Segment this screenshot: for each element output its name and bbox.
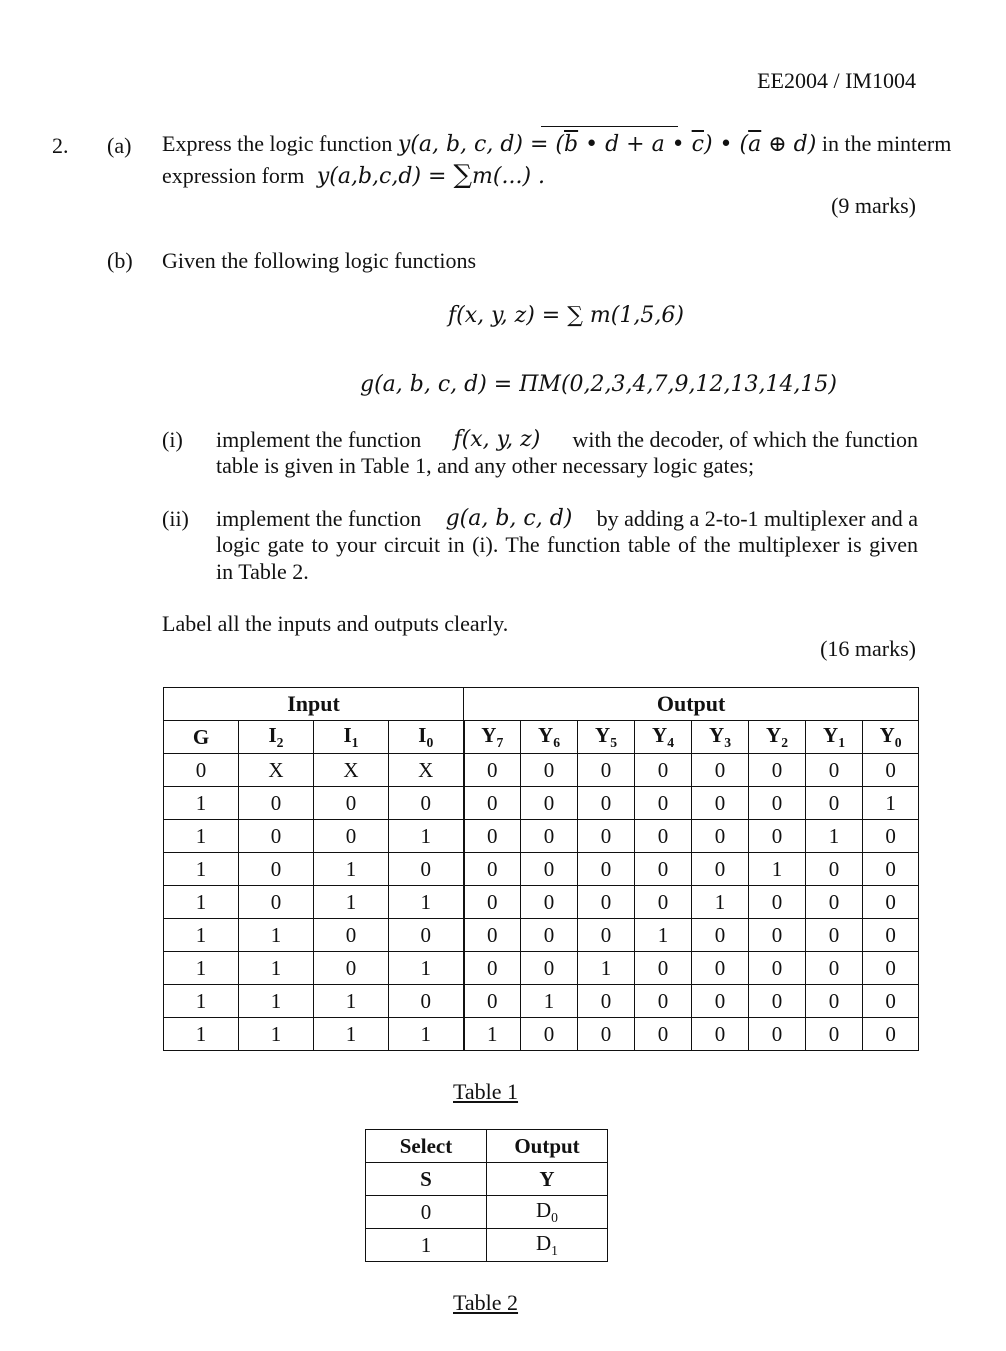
table1-cell: 0 bbox=[635, 952, 692, 985]
table1-cell: 1 bbox=[464, 1018, 521, 1051]
table1-cell: 0 bbox=[635, 886, 692, 919]
table2-subheader-row bbox=[366, 1163, 608, 1196]
table-row bbox=[164, 919, 919, 952]
table1-cell: 0 bbox=[578, 820, 635, 853]
table1-cell: 1 bbox=[239, 1018, 314, 1051]
table1-cell: 0 bbox=[314, 952, 389, 985]
table2-header-row bbox=[366, 1130, 608, 1163]
table1-cell: 0 bbox=[749, 952, 806, 985]
table1-cell: 0 bbox=[464, 985, 521, 1018]
table1-cell: 0 bbox=[389, 919, 464, 952]
table1-cell: 0 bbox=[314, 787, 389, 820]
table1-cell: 0 bbox=[578, 754, 635, 787]
table1-cell: 0 bbox=[692, 1018, 749, 1051]
table1-cell: 0 bbox=[389, 853, 464, 886]
table1-cell: 0 bbox=[389, 985, 464, 1018]
part-a-line2 bbox=[162, 160, 545, 190]
table1-col-header: $Y_0$ bbox=[863, 721, 919, 754]
table1-cell: 0 bbox=[578, 787, 635, 820]
table1-cell: 1 bbox=[239, 985, 314, 1018]
sub-i-text-after: with the decoder, of which the function bbox=[572, 427, 918, 452]
table2-cell: $D_1$ bbox=[487, 1229, 608, 1262]
table1-cell: 1 bbox=[389, 952, 464, 985]
table1-cell: 0 bbox=[239, 787, 314, 820]
table2-s-header: S bbox=[366, 1163, 487, 1196]
table1-cell: 0 bbox=[692, 952, 749, 985]
table1-cell: 0 bbox=[521, 886, 578, 919]
table1-col-header: $Y_7$ bbox=[464, 721, 521, 754]
table1-cell: 0 bbox=[806, 853, 863, 886]
table1-cell: 0 bbox=[749, 754, 806, 787]
table1-cell: 1 bbox=[863, 787, 919, 820]
part-a-label: (a) bbox=[107, 133, 132, 158]
table1-cell: 0 bbox=[635, 853, 692, 886]
table1-col-header: $Y_2$ bbox=[749, 721, 806, 754]
question-number: 2. bbox=[52, 133, 69, 158]
table1-cell: 0 bbox=[464, 754, 521, 787]
table1-cell: 1 bbox=[239, 919, 314, 952]
table2-cell: 0 bbox=[366, 1196, 487, 1229]
table1-cell: 0 bbox=[578, 985, 635, 1018]
table1-cell: 0 bbox=[806, 919, 863, 952]
table1-cell: 0 bbox=[863, 820, 919, 853]
table1-cell: 0 bbox=[749, 886, 806, 919]
table-row bbox=[164, 754, 919, 787]
table1-cell: 1 bbox=[164, 820, 239, 853]
table1-cell: 0 bbox=[464, 787, 521, 820]
table1-cell: 1 bbox=[314, 886, 389, 919]
table1-cell: 0 bbox=[806, 1018, 863, 1051]
table1-cell: 1 bbox=[389, 886, 464, 919]
table1-cell: 0 bbox=[863, 853, 919, 886]
table1-cell: 0 bbox=[863, 919, 919, 952]
table1-cell: 0 bbox=[863, 985, 919, 1018]
sub-ii-label: (ii) bbox=[162, 506, 189, 531]
table1-cell: 0 bbox=[521, 919, 578, 952]
table1-cell: 0 bbox=[692, 853, 749, 886]
decoder-function-table bbox=[163, 687, 919, 1051]
table-row bbox=[366, 1196, 608, 1229]
table1-cell: 0 bbox=[806, 952, 863, 985]
table1-cell: 0 bbox=[521, 787, 578, 820]
table2-cell: 1 bbox=[366, 1229, 487, 1262]
table1-cell: 1 bbox=[164, 886, 239, 919]
table-row bbox=[164, 820, 919, 853]
table1-cell: 1 bbox=[749, 853, 806, 886]
minterm-form: y(a,b,c,d) = ∑m(...) . bbox=[309, 160, 546, 190]
table1-cell: 1 bbox=[164, 952, 239, 985]
table-row bbox=[164, 787, 919, 820]
g-function: g(a, b, c, d) = ΠM(0,2,3,4,7,9,12,13,14,15) bbox=[360, 372, 838, 397]
table1-cell: 1 bbox=[389, 820, 464, 853]
instruction: Label all the inputs and outputs clearly. bbox=[162, 611, 509, 636]
table1-cell: 0 bbox=[578, 919, 635, 952]
table1-cell: 0 bbox=[464, 886, 521, 919]
table1-cell: 0 bbox=[635, 787, 692, 820]
table1-cell: 1 bbox=[389, 1018, 464, 1051]
table1-cell: 0 bbox=[578, 886, 635, 919]
table1-cell: 1 bbox=[164, 985, 239, 1018]
table1-col-header: $I_0$ bbox=[389, 721, 464, 754]
table2-cell: $D_0$ bbox=[487, 1196, 608, 1229]
f-function: f(x, y, z) = ∑ m(1,5,6) bbox=[448, 303, 684, 328]
table1-col-header: $Y_5$ bbox=[578, 721, 635, 754]
table1-group-header-row bbox=[164, 688, 919, 721]
table1-cell: 0 bbox=[239, 886, 314, 919]
table2-output-header: Output bbox=[487, 1130, 608, 1163]
sub-ii-text-before: implement the function bbox=[216, 506, 422, 531]
table1-cell: 0 bbox=[863, 754, 919, 787]
table1-cell: 1 bbox=[521, 985, 578, 1018]
table1-column-header-row bbox=[164, 721, 919, 754]
table-row bbox=[164, 853, 919, 886]
table1-cell: 0 bbox=[806, 985, 863, 1018]
table1-cell: 1 bbox=[164, 787, 239, 820]
table1-cell: X bbox=[314, 754, 389, 787]
table1-cell: 0 bbox=[521, 754, 578, 787]
table1-cell: 0 bbox=[635, 754, 692, 787]
table1-cell: 0 bbox=[239, 853, 314, 886]
table1-cell: 1 bbox=[164, 1018, 239, 1051]
table1-cell: 0 bbox=[521, 853, 578, 886]
y-expression: y(a, b, c, $d) = (\overline{b}$ • d + a • $\overline{c}$) • ($\overline{a}$ ⊕ d) bbox=[397, 132, 817, 157]
sub-ii-line1 bbox=[216, 506, 918, 532]
table1-col-header: $Y_6$ bbox=[521, 721, 578, 754]
table1-cell: 0 bbox=[521, 952, 578, 985]
table1-cell: 0 bbox=[464, 919, 521, 952]
table1-cell: 1 bbox=[314, 1018, 389, 1051]
table-row bbox=[164, 952, 919, 985]
sub-ii-text-after: by adding a 2-to-1 multiplexer and a bbox=[596, 506, 918, 531]
table1-cell: 0 bbox=[464, 853, 521, 886]
table1-cell: 1 bbox=[239, 952, 314, 985]
table-row bbox=[164, 1018, 919, 1051]
sub-i-line1 bbox=[216, 427, 918, 453]
table1-col-header: $Y_1$ bbox=[806, 721, 863, 754]
table1-cell: 0 bbox=[863, 952, 919, 985]
table1-cell: 0 bbox=[314, 820, 389, 853]
sub-ii-line3: in Table 2. bbox=[216, 559, 309, 584]
table1-cell: 1 bbox=[806, 820, 863, 853]
part-b-label: (b) bbox=[107, 248, 133, 273]
table1-cell: 0 bbox=[863, 886, 919, 919]
table1-cell: 0 bbox=[806, 754, 863, 787]
table1-input-header: Input bbox=[164, 688, 464, 721]
table1-cell: 0 bbox=[239, 820, 314, 853]
table1-cell: 0 bbox=[314, 919, 389, 952]
table1-col-header: $Y_4$ bbox=[635, 721, 692, 754]
table1-cell: 0 bbox=[692, 985, 749, 1018]
table1-col-header: $Y_3$ bbox=[692, 721, 749, 754]
table1-cell: 0 bbox=[521, 1018, 578, 1051]
table1-cell: 0 bbox=[464, 952, 521, 985]
table1-cell: 0 bbox=[749, 1018, 806, 1051]
table1-cell: 0 bbox=[749, 820, 806, 853]
part-a-line1 bbox=[162, 131, 951, 157]
table1-col-header: G bbox=[164, 721, 239, 754]
table1-cell: 1 bbox=[164, 853, 239, 886]
table1-cell: 0 bbox=[692, 919, 749, 952]
table1-cell: 0 bbox=[692, 820, 749, 853]
table1-cell: X bbox=[389, 754, 464, 787]
part-b-marks: (16 marks) bbox=[820, 636, 916, 661]
table1-cell: 0 bbox=[389, 787, 464, 820]
table1-cell: 0 bbox=[635, 820, 692, 853]
table1-cell: 0 bbox=[749, 919, 806, 952]
table1-cell: 0 bbox=[863, 1018, 919, 1051]
table1-cell: X bbox=[239, 754, 314, 787]
table1-cell: 0 bbox=[635, 985, 692, 1018]
mux-function-table bbox=[365, 1129, 608, 1262]
table1-cell: 0 bbox=[635, 1018, 692, 1051]
table2-caption: Table 2 bbox=[453, 1290, 519, 1315]
table1-cell: 0 bbox=[692, 754, 749, 787]
table1-cell: 0 bbox=[749, 985, 806, 1018]
table1-cell: 0 bbox=[164, 754, 239, 787]
table1-cell: 0 bbox=[806, 787, 863, 820]
part-a-line2-prefix: expression form bbox=[162, 163, 305, 188]
table1-caption: Table 1 bbox=[453, 1079, 519, 1104]
table1-cell: 0 bbox=[464, 820, 521, 853]
table1-col-header: $I_1$ bbox=[314, 721, 389, 754]
part-a-text-after: in the minterm bbox=[821, 131, 952, 156]
table1-cell: 1 bbox=[635, 919, 692, 952]
sub-ii-line2: logic gate to your circuit in (i). The function table of the multiplexer is given bbox=[216, 532, 918, 557]
table1-cell: 0 bbox=[749, 787, 806, 820]
table1-cell: 0 bbox=[806, 886, 863, 919]
table2-select-header: Select bbox=[366, 1130, 487, 1163]
table1-cell: 0 bbox=[578, 1018, 635, 1051]
table1-output-header: Output bbox=[464, 688, 919, 721]
sub-i-line2: table is given in Table 1, and any other necessary logic gates; bbox=[216, 453, 755, 478]
table1-cell: 0 bbox=[692, 787, 749, 820]
table1-cell: 1 bbox=[314, 985, 389, 1018]
table1-cell: 1 bbox=[164, 919, 239, 952]
sub-i-text-before: implement the function bbox=[216, 427, 422, 452]
table1-cell: 1 bbox=[692, 886, 749, 919]
part-a-marks: (9 marks) bbox=[831, 193, 916, 218]
part-b-intro: Given the following logic functions bbox=[162, 248, 477, 273]
table1-cell: 0 bbox=[578, 853, 635, 886]
table-row bbox=[164, 985, 919, 1018]
table1-cell: 1 bbox=[314, 853, 389, 886]
table-row bbox=[164, 886, 919, 919]
g-of-abcd: g(a, b, c, d) bbox=[445, 506, 573, 531]
part-a-text-before: Express the logic function bbox=[162, 131, 393, 156]
sub-i-label: (i) bbox=[162, 427, 183, 452]
complement-bar bbox=[541, 126, 678, 127]
table1-cell: 0 bbox=[521, 820, 578, 853]
table1-cell: 1 bbox=[578, 952, 635, 985]
table1-col-header: $I_2$ bbox=[239, 721, 314, 754]
f-of-xyz: f(x, y, z) bbox=[453, 427, 541, 452]
course-code: EE2004 / IM1004 bbox=[757, 68, 916, 93]
table2-y-header: Y bbox=[487, 1163, 608, 1196]
table-row bbox=[366, 1229, 608, 1262]
